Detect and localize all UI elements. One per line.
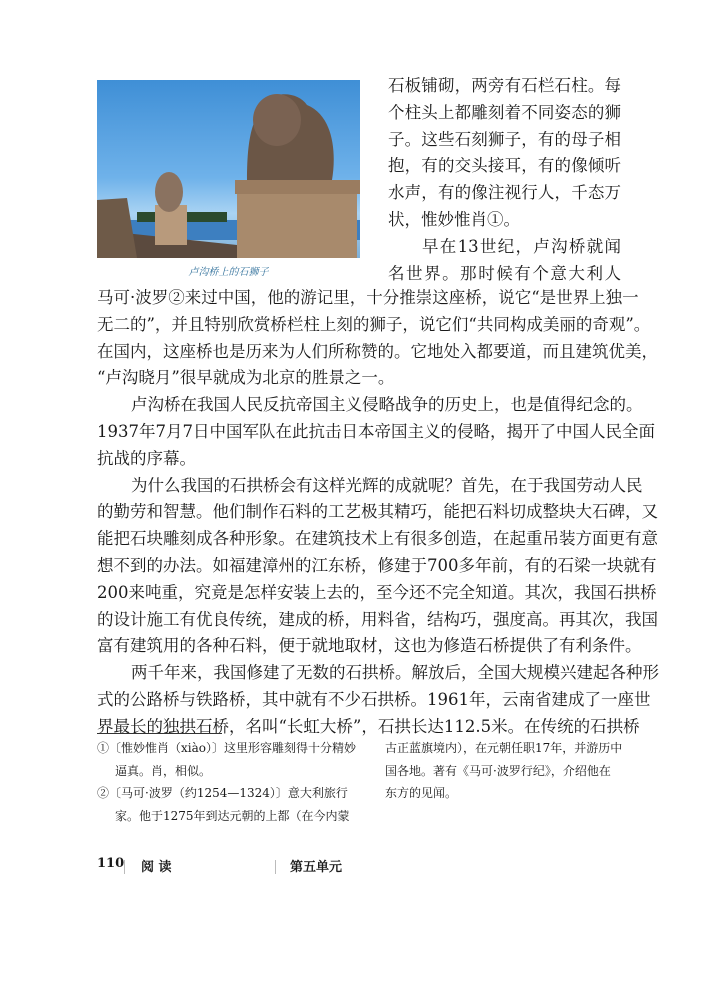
lion-bridge-illustration xyxy=(97,80,360,258)
text-line: 在国内，这座桥也是历来为人们所称赞的。它地处入都要道，而且建筑优美， xyxy=(97,341,658,361)
footnote-line: ②〔马可·波罗（约1254—1324）〕意大利旅行 xyxy=(97,786,348,800)
unit-label: 第五单元 xyxy=(290,860,343,875)
text-line: 200来吨重，究竟是怎样安装上去的，至今还不完全知道。其次，我国石拱桥 xyxy=(97,582,657,602)
footnote-line: 家。他于1275年到达元朝的上都（在今内蒙 xyxy=(115,808,350,823)
footnote-line: 东方的见闻。 xyxy=(385,786,458,800)
text-line: 早在13世纪，卢沟桥就闻 xyxy=(422,236,621,256)
footnote-line: 国各地。著有《马可·波罗行纪》，介绍他在 xyxy=(385,763,611,778)
text-line: 富有建筑用的各种石料，便于就地取材，这也为修造石桥提供了有利条件。 xyxy=(97,636,642,656)
footnotes-left xyxy=(97,737,356,827)
text-line: 无二的”，并且特别欣赏桥栏柱上刻的狮子，说它们“共同构成美丽的奇观”。 xyxy=(97,314,651,334)
footnote-divider xyxy=(97,733,222,734)
body-text xyxy=(97,285,659,741)
text-line: 式的公路桥与铁路桥，其中就有不少石拱桥。1961年，云南省建成了一座世 xyxy=(97,689,651,709)
section-label: 阅 读 xyxy=(141,860,172,875)
text-line: 个柱头上都雕刻着不同姿态的狮 xyxy=(388,102,621,122)
right-column-text xyxy=(388,73,621,287)
text-line: “卢沟晓月”很早就成为北京的胜景之一。 xyxy=(97,368,395,388)
text-line: 抱，有的交头接耳，有的像倾听 xyxy=(388,156,621,176)
text-line: 水声，有的像注视行人，千态万 xyxy=(388,183,621,203)
stone-lion-photo xyxy=(97,80,360,258)
text-line: 为什么我国的石拱桥会有这样光辉的成就呢？首先，在于我国劳动人民 xyxy=(131,475,643,495)
text-line: 界最长的独拱石桥，名叫“长虹大桥”，石拱长达112.5米。在传统的石拱桥 xyxy=(97,716,640,736)
text-line: 名世界。那时候有个意大利人 xyxy=(388,263,621,283)
text-line: 能把石块雕刻成各种形象。在建筑技术上有很多创造，在起重吊装方面更有意 xyxy=(97,529,658,549)
text-line: 状，惟妙惟肖①。 xyxy=(388,209,520,229)
footnote-line: 逼真。肖，相似。 xyxy=(115,763,212,778)
footer-separator xyxy=(124,860,125,874)
text-line: 抗战的序幕。 xyxy=(97,448,196,468)
text-line: 的勤劳和智慧。他们制作石料的工艺极其精巧，能把石料切成整块大石碑，又 xyxy=(97,502,658,522)
photo-caption: 卢沟桥上的石狮子 xyxy=(188,267,269,278)
page-number: 110 xyxy=(97,856,125,871)
text-line: 子。这些石刻狮子，有的母子相 xyxy=(388,129,621,149)
text-line: 1937年7月7日中国军队在此抗击日本帝国主义的侵略，揭开了中国人民全面 xyxy=(97,421,655,441)
text-line: 两千年来，我国修建了无数的石拱桥。解放后，全国大规模兴建起各种形 xyxy=(131,663,659,683)
footer-separator xyxy=(275,860,276,874)
text-line: 想不到的办法。如福建漳州的江东桥，修建于700多年前，有的石梁一块就有 xyxy=(97,555,657,575)
text-line: 卢沟桥在我国人民反抗帝国主义侵略战争的历史上，也是值得纪念的。 xyxy=(131,395,643,415)
text-line: 的设计施工有优良传统，建成的桥，用料省，结构巧，强度高。再其次，我国 xyxy=(97,609,658,629)
footnotes-right xyxy=(385,737,625,805)
footnote-line: 古正蓝旗境内），在元朝任职17年，并游历中 xyxy=(385,741,623,755)
footnote-line: ①〔惟妙惟肖（xiào）〕这里形容雕刻得十分精妙 xyxy=(97,741,356,755)
text-line: 马可·波罗②来过中国，他的游记里，十分推崇这座桥，说它“是世界上独一 xyxy=(97,288,639,307)
text-line: 石板铺砌，两旁有石栏石柱。每 xyxy=(388,76,621,95)
